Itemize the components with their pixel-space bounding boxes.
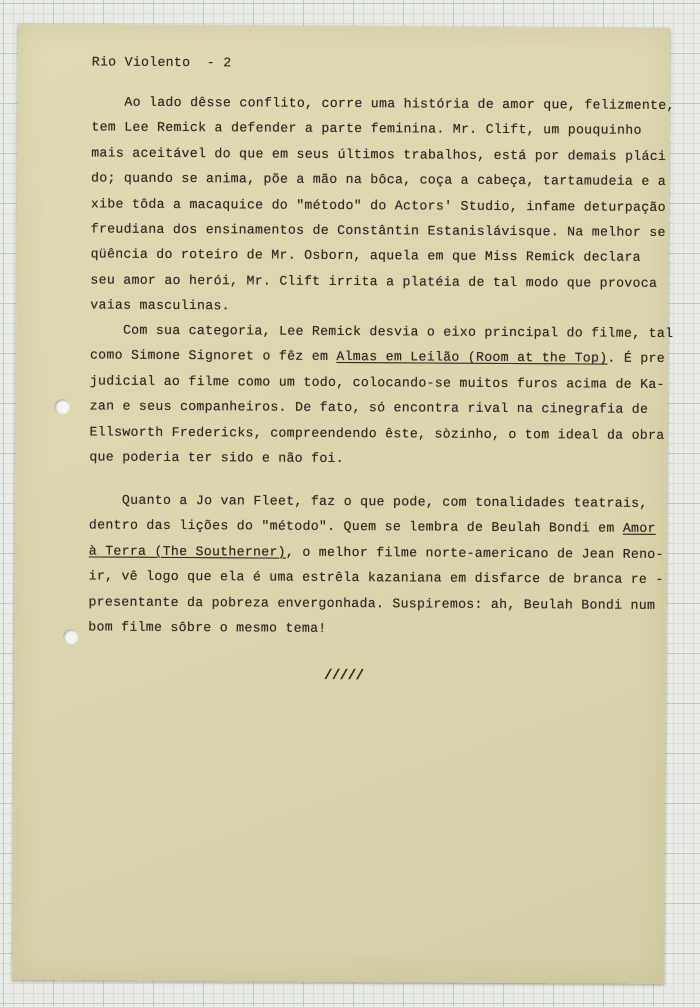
end-mark: ///// [323, 667, 364, 685]
header-title: Rio Violento [91, 54, 191, 71]
text-line: Ellsworth Fredericks, compreendendo êste, sòzinho, o tom ideal da obra [89, 424, 665, 443]
text-line: Ao lado dêsse conflito, corre uma história de amor que, felizmente, [91, 94, 675, 114]
underlined-film-title: à Terra (The Southerner) [88, 543, 286, 560]
text-line: ir, vê logo que ela é uma estrêla kazaniana em disfarce de branca re - [88, 568, 664, 588]
text-segment: como Simone Signoret o fêz em [89, 347, 337, 365]
text-line: zan e seus companheiros. De fato, só encontra rival na cinegrafia de [89, 398, 649, 418]
page-header [92, 54, 232, 70]
text-line: seu amor ao herói, Mr. Clift irrita a platéia de tal modo que provoca [90, 272, 658, 291]
text-line: presentante da pobreza envergonhada. Suspiremos: ah, Beulah Bondi num [88, 594, 656, 613]
text-line: mais aceitável do que em seus últimos trabalhos, está por demais pláci [91, 145, 667, 164]
text-line [90, 348, 665, 368]
text-segment: , o melhor filme norte-americano de Jean Reno- [285, 544, 664, 562]
typewritten-page [12, 24, 675, 984]
punch-hole-bottom [63, 629, 78, 644]
text-line: do; quando se anima, põe a mão na bôca, coça a cabeça, tartamudeia e a [91, 170, 667, 190]
text-line: Com sua categoria, Lee Remick desvia o eixo principal do filme, tal [90, 322, 674, 342]
underlined-film-title: Almas em Leilão (Room at the Top) [336, 349, 608, 366]
text-line: vaias masculinas. [90, 297, 230, 314]
punch-hole-top [55, 399, 70, 414]
header-separator: - [206, 55, 216, 71]
text-line: xibe tôda a macaquice do "método" do Actors' Studio, infame deturpação [90, 196, 666, 215]
text-line: Quanto a Jo van Fleet, faz o que pode, com tonalidades teatrais, [89, 492, 648, 511]
text-line [89, 543, 664, 563]
page-number: 2 [223, 55, 232, 71]
text-line: judicial ao filme como um todo, colocando-se muitos furos acima de Ka- [89, 373, 665, 392]
text-segment: dentro das lições do "método". Quem se lembra de Beulah Bondi em [88, 517, 623, 537]
underlined-film-title: Amor [622, 521, 656, 537]
text-line: que poderia ter sido e não foi. [89, 449, 345, 466]
text-line: tem Lee Remick a defender a parte feminina. Mr. Clift, um pouquinho [91, 119, 642, 139]
text-line: freudiana dos ensinamentos de Constântin Estanislávisque. Na melhor se [90, 221, 666, 240]
text-line [89, 518, 656, 537]
text-segment: . É pre [607, 350, 665, 367]
text-line: bom filme sôbre o mesmo tema! [88, 619, 327, 636]
text-line: qüência do roteiro de Mr. Osborn, aquela em que Miss Remick declara [90, 246, 641, 266]
